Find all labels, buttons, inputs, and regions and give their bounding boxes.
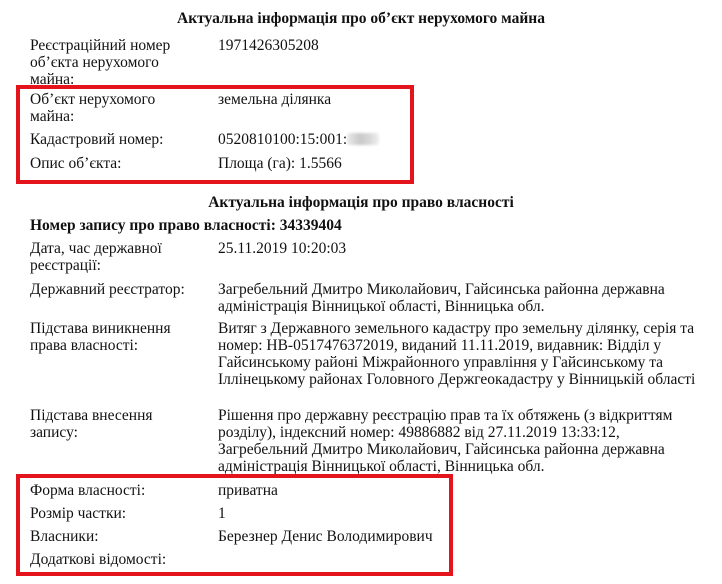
ownership-basis-label: Підстава виникнення права власності:: [30, 320, 171, 354]
registration-number-label: Реєстраційний номер об’єкта нерухомого майна:: [30, 37, 171, 88]
object-type-label: Об’єкт нерухомого майна:: [30, 91, 156, 125]
ownership-basis-value: Витяг з Державного земельного кадастру про земельну ділянку, серія та номер: НВ-0517476372019, виданий 11.11.2019, видавник: Відділ у Гайсинському районі Міжрайонного управління у Гайсинському та Іллінецькому районах Головного Держгеокадастру у Вінницькій області: [218, 320, 696, 388]
description-value: Площа (га): 1.5566: [218, 155, 342, 172]
share-size-label: Розмір частки:: [30, 505, 127, 522]
cadastral-number-value: [218, 131, 702, 148]
ownership-form-label: Форма власності:: [30, 482, 146, 499]
owners-label: Власники:: [30, 528, 99, 545]
redacted-blur: [347, 133, 379, 145]
owners-value: Березнер Денис Володимирович: [218, 528, 433, 545]
entry-basis-value: Рішення про державну реєстрацію прав та їх обтяжень (з відкриттям розділу), індексний номер: 49886882 від 27.11.2019 13:33:12, Загребельний Дмитро Миколайович, Гайсинська районна державна адміністрація Вінницької області, Вінницька обл.: [218, 407, 673, 475]
registrar-value: Загребельний Дмитро Миколайович, Гайсинська районна державна адміністрація Вінницької області, Вінницька обл.: [218, 281, 665, 315]
entry-basis-label: Підстава внесення запису:: [30, 407, 153, 441]
record-number: Номер запису про право власності: 34339404: [30, 217, 342, 234]
registrar-label: Державний реєстратор:: [30, 281, 185, 298]
registration-date-value: 25.11.2019 10:20:03: [218, 240, 347, 257]
ownership-section-title: Актуальна інформація про право власності: [208, 194, 514, 211]
additional-info-label: Додаткові відомості:: [30, 551, 167, 568]
ownership-form-value: приватна: [218, 482, 278, 499]
description-label: Опис об’єкта:: [30, 155, 122, 172]
registration-date-label: Дата, час державної реєстрації:: [30, 240, 162, 274]
object-section-title: Актуальна інформація про об’єкт нерухомого майна: [177, 10, 545, 27]
cadastral-number-text: 0520810100:15:001:: [218, 131, 348, 148]
share-size-value: 1: [218, 505, 226, 522]
registration-number-value: 1971426305208: [218, 37, 319, 54]
object-type-value: земельна ділянка: [218, 91, 332, 108]
cadastral-number-label: Кадастровий номер:: [30, 131, 164, 148]
